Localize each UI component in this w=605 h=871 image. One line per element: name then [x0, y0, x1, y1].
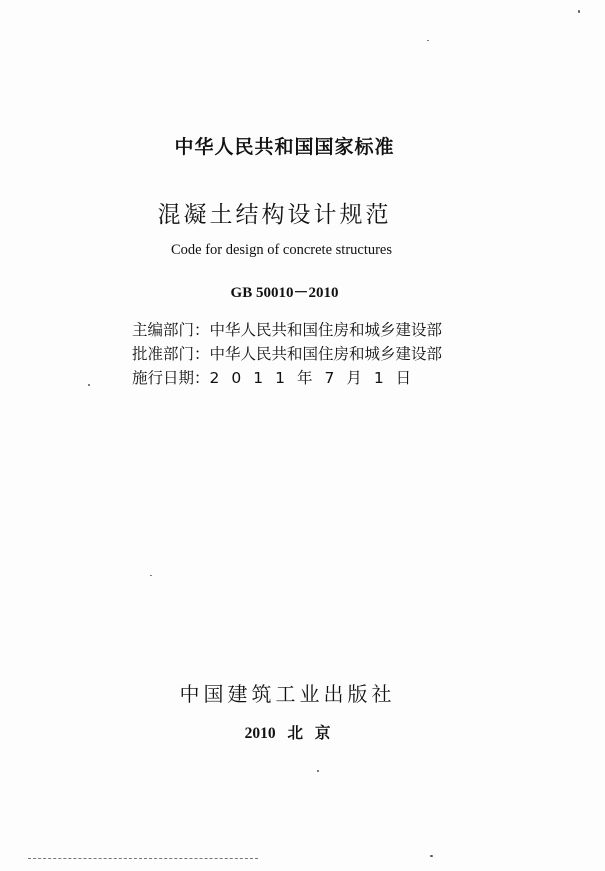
publisher-name: 中国建筑工业出版社: [179, 682, 396, 706]
standard-number: GB 50010－2010: [230, 285, 339, 301]
scan-speck: [317, 770, 319, 772]
effective-date-label: 施行日期：: [132, 369, 210, 387]
cover-metadata: [132, 318, 442, 390]
editing-dept-row: [132, 318, 442, 342]
scan-speck: [150, 575, 152, 576]
scan-speck: [427, 40, 429, 41]
title-english: Code for design of concrete structures: [170, 242, 393, 258]
scan-speck: [88, 384, 90, 386]
approving-dept-row: [132, 342, 442, 366]
effective-date-value: 2011年7月1日: [209, 369, 424, 387]
title-chinese: 混凝土结构设计规范: [157, 202, 392, 228]
approving-dept-value: 中华人民共和国住房和城乡建设部: [209, 345, 443, 363]
standard-series-heading: 中华人民共和国国家标准: [174, 136, 395, 158]
scan-speck: [578, 10, 580, 13]
approving-dept-label: 批准部门：: [132, 345, 210, 363]
effective-date-row: [132, 366, 442, 390]
editing-dept-label: 主编部门：: [132, 321, 210, 339]
editing-dept-value: 中华人民共和国住房和城乡建设部: [209, 321, 443, 339]
scan-speck: [430, 855, 433, 857]
scan-edge-line: [28, 858, 258, 859]
publication-place-year: 2010 北 京: [244, 725, 331, 742]
